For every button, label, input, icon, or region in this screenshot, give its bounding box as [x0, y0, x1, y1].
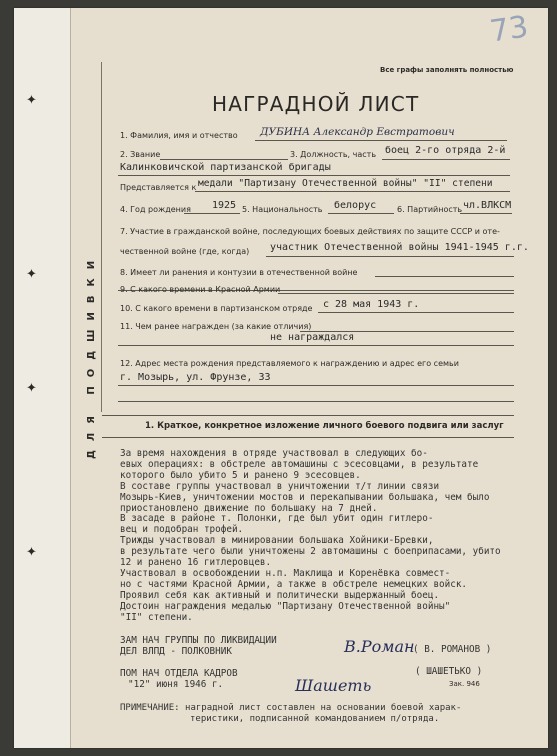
underline	[160, 159, 288, 160]
narrative-line: но с частями Красной Армии, а также в обстреле немецких войск.	[120, 578, 468, 590]
section-divider	[102, 415, 514, 416]
underline	[118, 345, 514, 346]
page-title: НАГРАДНОЙ ЛИСТ	[212, 92, 420, 116]
narrative-line: В засаде в районе т. Полонки, где был убит один гитлеро-	[120, 513, 434, 525]
narrative-line: За время нахождения в отряде участвовал в следующих бо-	[120, 448, 428, 459]
field-7-label: 7. Участие в гражданской войне, последующих боевых действиях по защите СССР и оте-	[120, 227, 500, 236]
narrative-line: Проявил себя как активный и политически выдержанный боец.	[120, 589, 440, 601]
narrative-line: В составе группы участвовал в уничтожении т/т линии связи	[120, 480, 440, 492]
field-5-label: 5. Национальность	[242, 205, 323, 214]
cadres-date: "12" июня 1946 г.	[128, 679, 224, 690]
narrative-line: евых операциях: в обстреле автомашины с эсесовцами, в результате	[120, 458, 479, 470]
chief-title-line1: ЗАМ НАЧ ГРУППЫ ПО ЛИКВИДАЦИИ	[120, 635, 277, 646]
field-1-value: ДУБИНА Александр Евстратович	[260, 126, 455, 138]
binding-hole-icon: ✦	[26, 93, 37, 108]
margin-line	[101, 62, 102, 412]
field-7-label-cont: чественной войне (где, когда)	[120, 247, 250, 256]
cadres-signature: Шашеть	[295, 676, 372, 695]
field-4-label: 4. Год рождения	[120, 205, 191, 214]
underline	[318, 312, 514, 313]
underline	[375, 276, 514, 277]
narrative-line: вец и подобран трофей.	[120, 524, 244, 536]
field-6-label: 6. Партийность	[397, 205, 463, 214]
note-line-1: ПРИМЕЧАНИЕ: наградной лист составлен на основании боевой харак-	[120, 703, 462, 713]
field-5-value: белорус	[334, 200, 377, 211]
binding-strip	[14, 8, 71, 748]
field-3-value: боец 2-го отряда 2-й	[385, 145, 506, 156]
field-4-value: 1925	[212, 200, 237, 211]
chief-title-line2: ДЕЛ ВЛПД - ПОЛКОВНИК	[120, 646, 232, 657]
field-2-label: 2. Звание	[120, 150, 161, 159]
underline	[118, 401, 514, 402]
narrative-line: в результате чего были уничтожены 2 автомашины с боеприпасами, убито	[120, 546, 501, 558]
binding-hole-icon: ✦	[26, 381, 37, 396]
section-divider	[102, 437, 514, 438]
underline	[266, 256, 514, 257]
field-11-label: 11. Чем ранее награжден (за какие отличия)	[120, 322, 312, 331]
narrative-line: которого было убито 5 и ранено 9 эсесовцев.	[120, 469, 361, 481]
narrative-line: приостановлено движение по большаку на 7 дней.	[120, 502, 378, 514]
section-1-title: 1. Краткое, конкретное изложение личного боевого подвига или заслуг	[145, 421, 504, 431]
underline	[278, 293, 514, 294]
binding-hole-icon: ✦	[26, 545, 37, 560]
field-11-value: не награждался	[270, 332, 355, 343]
field-3-value-cont: Калинковичской партизанской бригады	[120, 162, 331, 173]
represented-label: Представляется к	[120, 183, 197, 192]
chief-signature: В.Роман	[344, 637, 415, 656]
underline	[328, 213, 394, 214]
narrative-line: Мозырь-Киев, уничтожении мостов и перекапывании большака, чем было	[120, 491, 490, 503]
field-1-label: 1. Фамилия, имя и отчество	[120, 131, 238, 140]
narrative-line: Участвовал в освобождении н.п. Маклища и Коренёвка совмест-	[120, 567, 451, 579]
chief-name: ( В. РОМАНОВ )	[413, 644, 492, 655]
field-7-value: участник Отечественной войны 1941-1945 г.г.	[270, 242, 529, 253]
field-10-label: 10. С какого времени в партизанском отряде	[120, 304, 313, 313]
narrative-line: 12 и ранено 16 гитлеровцев.	[120, 557, 272, 568]
underline	[118, 385, 514, 386]
field-9-label: 9. С какого времени в Красной Армии	[120, 285, 281, 294]
narrative-line: "II" степени.	[120, 611, 193, 623]
archive-number: 73	[487, 9, 531, 50]
underline	[300, 331, 514, 332]
underline	[118, 175, 510, 176]
represented-value: медали "Партизану Отечественной войны" "II" степени	[198, 178, 493, 189]
cadres-title: ПОМ НАЧ ОТДЕЛА КАДРОВ	[120, 668, 238, 679]
note-line-2: теристики, подписанной командованием п/отряда.	[190, 714, 440, 724]
narrative-line: Достоин награждения медалью "Партизану Отечественной войны"	[120, 600, 451, 612]
field-3-label: 3. Должность, часть	[290, 150, 377, 159]
field-6-value: чл.ВЛКСМ	[463, 200, 512, 211]
underline	[195, 191, 510, 192]
field-12-label: 12. Адрес места рождения представляемого к награждению и адрес его семьи	[120, 359, 459, 368]
field-12-value: г. Мозырь, ул. Фрунзе, 33	[120, 372, 271, 383]
underline	[382, 159, 510, 160]
field-8-label: 8. Имеет ли ранения и контузии в отечественной войне	[120, 268, 358, 277]
binding-caption: ДЛЯ ПОДШИВКИ	[86, 251, 97, 459]
underline	[255, 140, 507, 141]
narrative-line: Трижды участвовал в минировании большака Хойники-Бревки,	[120, 535, 434, 547]
header-note: Все графы заполнять полностью	[380, 66, 514, 74]
underline	[184, 213, 240, 214]
cadres-name: ( ШАШЕТЬКО )	[415, 666, 483, 677]
order-number: Зак. 946	[449, 680, 480, 688]
field-10-value: с 28 мая 1943 г.	[323, 299, 420, 310]
binding-hole-icon: ✦	[26, 267, 37, 282]
underline	[460, 213, 512, 214]
